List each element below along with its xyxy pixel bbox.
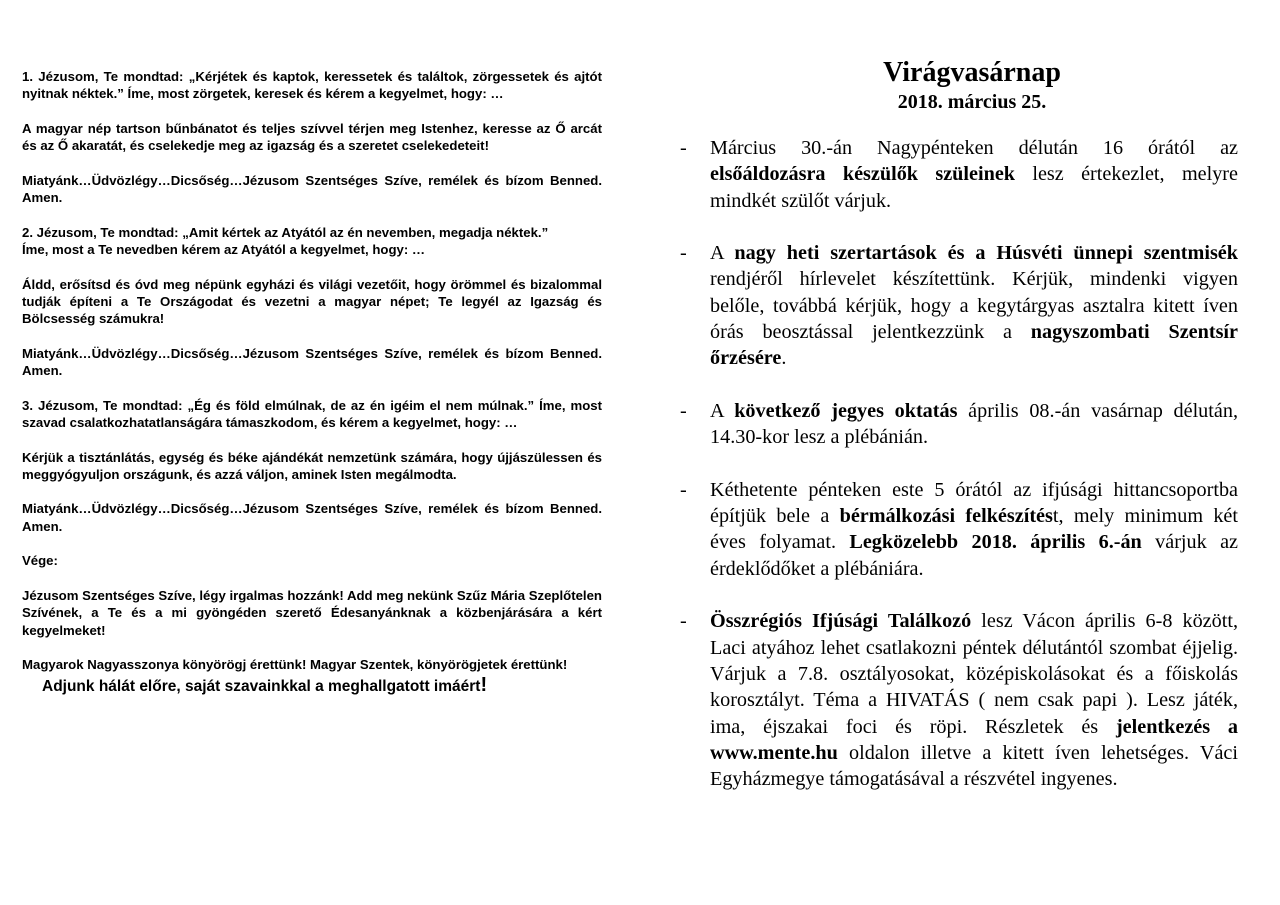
thanksgiving-text: Adjunk hálát előre, saját szavainkkal a meghallgatott imáért (42, 678, 481, 696)
prayer-paragraph-5: 3. Jézusom, Te mondtad: „Ég és föld elmúlnak, de az én igéim el nem múlnak.” Íme, most szavad csalatkozhatatlanságára támaszkodom, és kérem a kegyelmet, hogy: … (22, 397, 602, 430)
dash-bullet: - (680, 399, 687, 422)
prayer-end-label: Vége: (22, 553, 58, 569)
prayer-column (22, 68, 602, 696)
announcement-item: - Március 30.-án Nagypénteken délután 16 órától az elsőáldozásra készülők szüleinek lesz értekezlet, melyre mindkét szülőt várjuk. (680, 137, 1238, 212)
dash-bullet: - (680, 137, 687, 159)
announcement-item: - A nagy heti szertartások és a Húsvéti ünnepi szentmisék rendjéről hírlevelet készítettünk. Kérjük, mindenki vigyen belőle, továbbá kérjük, hogy a kegytárgyas asztalra kitett íven órás beosztással jelentkezzünk a nagyszombati Szentsír őrzésére. (680, 242, 1238, 370)
announcement-item: - A következő jegyes oktatás április 08.-án vasárnap délután, 14.30-kor lesz a plébánián. (680, 399, 1238, 449)
announcement-item: - Kéthetente pénteken este 5 órától az ifjúsági hittancsoportba építjük bele a bérmálkozási felkészítést, mely minimum két éves folyamat. Legközelebb 2018. április 6.-án várjuk az érdeklődőket a plébániára. (680, 478, 1238, 580)
prayer-paragraph-3-line-1: 2. Jézusom, Te mondtad: „Amit kértek az Atyától az én nevemben, megadja néktek.” (22, 224, 549, 240)
prayer-final-plea: Jézusom Szentséges Szíve, légy irgalmas hozzánk! Add meg nekünk Szűz Mária Szeplőtelen Szívének, a Te és a mi gyöngéden szerető Édesanyánknak a közbenjárására a kért kegyelmeket! (22, 587, 602, 638)
announcements-column (680, 56, 1238, 819)
dash-bullet: - (680, 478, 687, 501)
prayer-paragraph-2: A magyar nép tartson bűnbánatot és teljes szívvel térjen meg Istenhez, keresse az Ő arcát és az Ő akaratát, és cselekedje meg az igazság és a szeretet cselekedeteit! (22, 120, 602, 154)
dash-bullet: - (680, 242, 687, 265)
prayer-closing-1: Miatyánk…Üdvözlégy…Dicsőség…Jézusom Szentséges Szíve, remélek és bízom Benned. Amen. (22, 172, 602, 206)
prayer-closing-3: Miatyánk…Üdvözlégy…Dicsőség…Jézusom Szentséges Szíve, remélek és bízom Benned. Amen. (22, 501, 602, 534)
dash-bullet: - (680, 610, 687, 633)
prayer-paragraph-3-line-2: Íme, most a Te nevedben kérem az Atyától a kegyelmet, hogy: … (22, 241, 426, 257)
thanksgiving-line (42, 676, 602, 696)
prayer-paragraph-6: Kérjük a tisztánlátás, egység és béke ajándékát nemzetünk számára, hogy újjászülessen és meggyógyuljon országunk, és azzá váljon, aminek Isten megálmodta. (22, 449, 602, 482)
prayer-paragraph-4: Áldd, erősítsd és óvd meg népünk egyházi és világi vezetőit, hogy örömmel és bizalommal tudják építeni a Te Országodat és vezetni a magyar népet; Te legyél az Igazság és Bölcsesség számukra! (22, 276, 602, 327)
prayer-paragraph-1: 1. Jézusom, Te mondtad: „Kérjétek és kaptok, keressetek és találtok, zörgessetek és ajtót nyitnak néktek.” Íme, most zörgetek, keresek és kérem a kegyelmet, hogy: … (22, 69, 602, 102)
page-title: Virágvasárnap (883, 57, 1061, 88)
prayer-closing-2: Miatyánk…Üdvözlégy…Dicsőség…Jézusom Szentséges Szíve, remélek és bízom Benned. Amen. (22, 345, 602, 379)
announcement-item: - Összrégiós Ifjúsági Találkozó lesz Vácon április 6-8 között, Laci atyához lehet csatlakozni péntek délutántól szombat éjjelig. Várjuk a 7.8. osztályosokat, középiskolásokat és a főiskolás korosztályt. Téma a HIVATÁS ( nem csak papi ). Lesz játék, ima, éjszakai foci és röpi. Részletek és jelentkezés a www.mente.hu oldalon illetve a kitett íven lehetséges. Váci Egyházmegye támogatásával a részvétel ingyenes. (680, 610, 1238, 791)
page-date: 2018. március 25. (897, 91, 1047, 113)
thanksgiving-exclamation: ! (480, 674, 488, 697)
announcement-list (680, 135, 1238, 792)
prayer-paragraph-3 (22, 224, 602, 259)
prayer-intercession: Magyarok Nagyasszonya könyörögj érettünk! Magyar Szentek, könyörögjetek érettünk! (22, 657, 568, 673)
